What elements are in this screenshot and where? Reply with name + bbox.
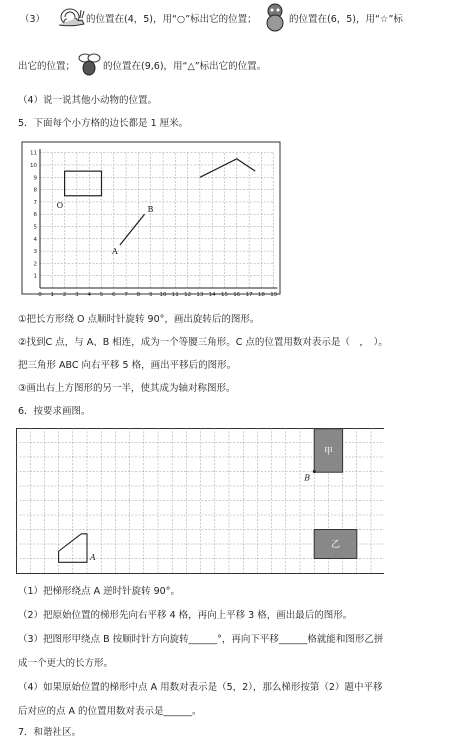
x-tick-label: 17 [245,292,253,298]
point-a-label: A [90,552,96,562]
point-b-dot [313,470,316,473]
y-tick-label: 6 [33,212,37,219]
x-tick-label: 9 [148,292,153,298]
q3-text-d: 的位置在(9,6)，用“△”标出它的位置。 [103,61,267,72]
segment-ab [120,214,145,245]
x-tick-label: 13 [196,292,204,298]
q5-item3: ③画出右上方图形的另一半，使其成为轴对称图形。 [18,383,236,394]
q3-text-b: 的位置在(6，5)，用“☆”标 [289,14,403,25]
point-a-label: A [111,246,118,256]
q4-text: （4）说一说其他小动物的位置。 [18,95,158,106]
q6-step3b: 成一个更大的长方形。 [18,658,114,669]
y-tick-label: 11 [30,150,37,157]
point-b-label: B [304,473,311,483]
q6-step3: （3）把图形甲绕点 B 按顺时针方向旋转______°，再向下平移______格就能和图形乙拼 [18,634,384,645]
q6-step4b: 后对应的点 A 的位置用数对表示是______。 [18,706,202,717]
y-tick-label: 5 [33,224,37,231]
x-tick-label: 18 [257,292,265,298]
q6-title: 6．按要求画图。 [18,406,91,417]
q6-step2: （2）把原始位置的梯形先向右平移 4 格，再向上平移 3 格，画出最后的图形。 [18,610,353,621]
figure-yi-label: 乙 [330,540,341,550]
animal-picture [262,2,288,32]
q3-num: （3） [20,14,46,25]
x-tick-label: 15 [221,292,228,298]
q5-title: 5．下面每个小方格的边长都是 1 厘米。 [18,118,189,129]
x-tick-label: 7 [124,292,128,298]
x-tick-label: 1 [50,292,55,298]
q7-title: 7．和谐社区。 [18,727,82,738]
half-figure-shape [200,159,255,177]
y-tick-label: 8 [33,187,37,194]
x-tick-label: 12 [184,292,192,298]
point-o-label: O [56,200,64,210]
x-tick-label: 11 [171,292,179,298]
y-tick-label: 3 [33,249,37,256]
bee-picture [77,51,101,77]
y-tick-label: 2 [33,261,37,268]
q5-item2: ②找到C 点，与 A、B 相连，成为一个等腰三角形。C 点的位置用数对表示是（ ， ）。 [18,337,388,348]
x-tick-label: 8 [136,292,141,298]
x-tick-label: 19 [270,292,278,298]
q6-step1: （1）把梯形绕点 A 逆时针旋转 90°。 [18,586,180,597]
x-tick-label: 4 [87,292,91,298]
x-tick-label: 2 [62,292,67,298]
point-b-label: B [147,205,154,215]
snail-picture [56,4,86,28]
x-tick-label: 14 [208,292,216,298]
x-tick-label: 3 [75,292,79,298]
q6-step4: （4）如果原始位置的梯形中点 A 用数对表示是（5，2），那么梯形按第（2）题中平移 [18,682,383,693]
x-tick-label: 5 [99,292,104,298]
figure-jia-label: 甲 [323,447,333,458]
y-tick-label: 1 [33,273,37,280]
y-tick-label: 10 [30,163,37,169]
q6-drawing-grid [16,428,384,577]
q3-text-a: 的位置在(4，5)，用“○”标出它的位置； [86,14,257,25]
x-tick-label: 0 [38,292,42,298]
q5-item2b: 把三角形 ABC 向右平移 5 格，画出平移后的图形。 [18,360,237,371]
y-tick-label: 4 [33,236,37,243]
y-tick-label: 9 [33,175,37,182]
y-tick-label: 7 [33,199,37,206]
q5-item1: ①把长方形绕 O 点顺时针旋转 90°，画出旋转后的图形。 [18,314,260,325]
rectangle-shape [65,171,102,196]
x-tick-label: 16 [233,292,241,298]
x-tick-label: 6 [112,292,116,298]
x-tick-label: 10 [159,292,167,298]
q5-coordinate-grid [20,140,282,303]
q3-text-c: 出它的位置； [18,61,76,72]
